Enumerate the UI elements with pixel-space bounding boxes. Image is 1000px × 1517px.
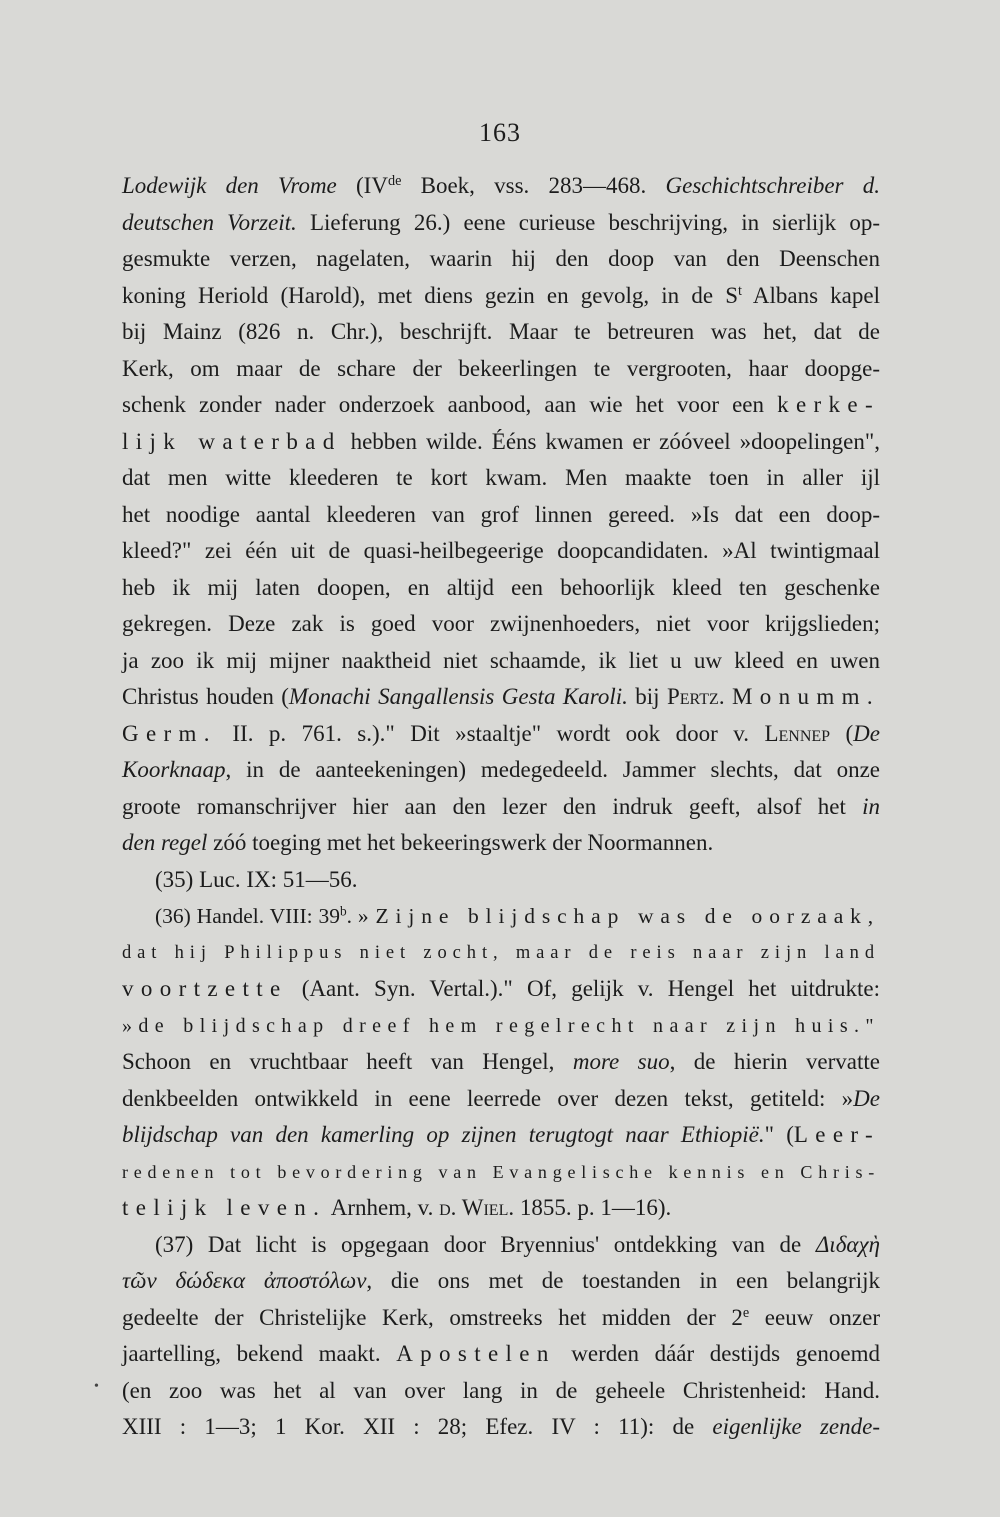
text-line: denkbeelden ontwikkeld in eene leerrede over dezen tekst, getiteld: »De [122, 1085, 880, 1111]
text-line: Germ. II. p. 761. s.)." Dit »staaltje" wordt ook door v. Lennep (De [122, 720, 880, 746]
text-line: Lodewijk den Vrome (IVde Boek, vss. 283—468. Geschichtschreiber d. [122, 173, 880, 198]
text-line: gesmukte verzen, nagelaten, waarin hij den doop van den Deenschen [122, 246, 880, 271]
text-line: Christus houden (Monachi Sangallensis Gesta Karoli. bij Pertz. Monumm. [122, 684, 881, 709]
text-line: groote romanschrijver hier aan den lezer den indruk geeft, alsof het in [122, 793, 880, 819]
text-line: dat men witte kleederen te kort kwam. Men maakte toen in aller ijl [122, 465, 880, 490]
text-line: XIII : 1—3; 1 Kor. XII : 28; Efez. IV : 11): de eigenlijke zende- [122, 1414, 880, 1439]
text-line: den regel zóó toeging met het bekeeringswerk der Noormannen. [122, 830, 714, 855]
text-line: koning Heriold (Harold), met diens gezin en gevolg, in de $S^t$ Albans kapel [122, 282, 880, 308]
footnote-35: (35) Luc. IX: 51—56. [155, 866, 358, 892]
text-line: het noodige aantal kleederen van grof linnen gereed. »Is dat een doop- [122, 501, 880, 527]
text-line: Schoon en vruchtbaar heeft van Hengel, more suo, de hierin vervatte [122, 1049, 880, 1074]
text-line: kleed?" zei één uit de quasi-heilbegeerige doopcandidaten. »Al twintigmaal [122, 538, 880, 563]
text-line: τῶν δώδεκα ἀποστόλων, die ons met de toestanden in een belangrijk [122, 1268, 880, 1293]
text-line: (en zoo was het al van over lang in de geheele Christenheid: Hand. [122, 1377, 880, 1403]
page-body [122, 168, 880, 1446]
margin-mark: • [94, 1379, 99, 1394]
text-line: gedeelte der Christelijke Kerk, omstreeks het midden der 2e eeuw onzer [122, 1304, 880, 1330]
text-line: telijk leven. Arnhem, v. d. Wiel. 1855. p. 1—16). [122, 1195, 672, 1220]
text-line: redenen tot bevordering van Evangelische kennis en Chris- [122, 1161, 880, 1182]
text-line: ja zoo ik mij mijner naaktheid niet schaamde, ik liet u uw kleed en uwen [122, 647, 880, 673]
text-line: voortzette (Aant. Syn. Vertal.)." Of, gelijk v. Hengel het uitdrukte: [122, 976, 880, 1001]
footnote-37: (37) Dat licht is opgegaan door Bryennius' ontdekking van de Διδαχὴ [155, 1231, 880, 1257]
text-line: lijk waterbad hebben wilde. Ééns kwamen er zóóveel »doopelingen", [122, 428, 880, 454]
text-line: Koorknaap, in de aanteekeningen) medegedeeld. Jammer slechts, dat onze [122, 757, 880, 782]
text-line: schenk zonder nader onderzoek aanbood, aan wie het voor een kerke- [122, 392, 880, 417]
text-line: Kerk, om maar de schare der bekeerlingen te vergrooten, haar doopge- [122, 355, 880, 381]
text-line: gekregen. Deze zak is goed voor zwijnenhoeders, niet voor krijgslieden; [122, 611, 880, 636]
text-line: heb ik mij laten doopen, en altijd een behoorlijk kleed ten geschenke [122, 574, 880, 600]
text-line: deutschen Vorzeit. Lieferung 26.) eene curieuse beschrijving, in sierlijk op- [122, 209, 880, 235]
text-line: blijdschap van den kamerling op zijnen terugtogt naar Ethiopië." (Leer- [122, 1122, 880, 1147]
footnote-36: (36) Handel. VIII: 39$^b$. »Zijne blijdschap was de oorzaak, [155, 903, 881, 928]
text-line: bij Mainz (826 n. Chr.), beschrijft. Maar te betreuren was het, dat de [122, 319, 880, 344]
text-line: dat hij Philippus niet zocht, maar de reis naar zijn land [122, 942, 880, 963]
text-line: jaartelling, bekend maakt. Apostelen werden dáár destijds genoemd [122, 1341, 880, 1366]
page-number: 163 [479, 118, 521, 147]
text-line: »de blijdschap dreef hem regelrecht naar zijn huis." [122, 1014, 880, 1037]
